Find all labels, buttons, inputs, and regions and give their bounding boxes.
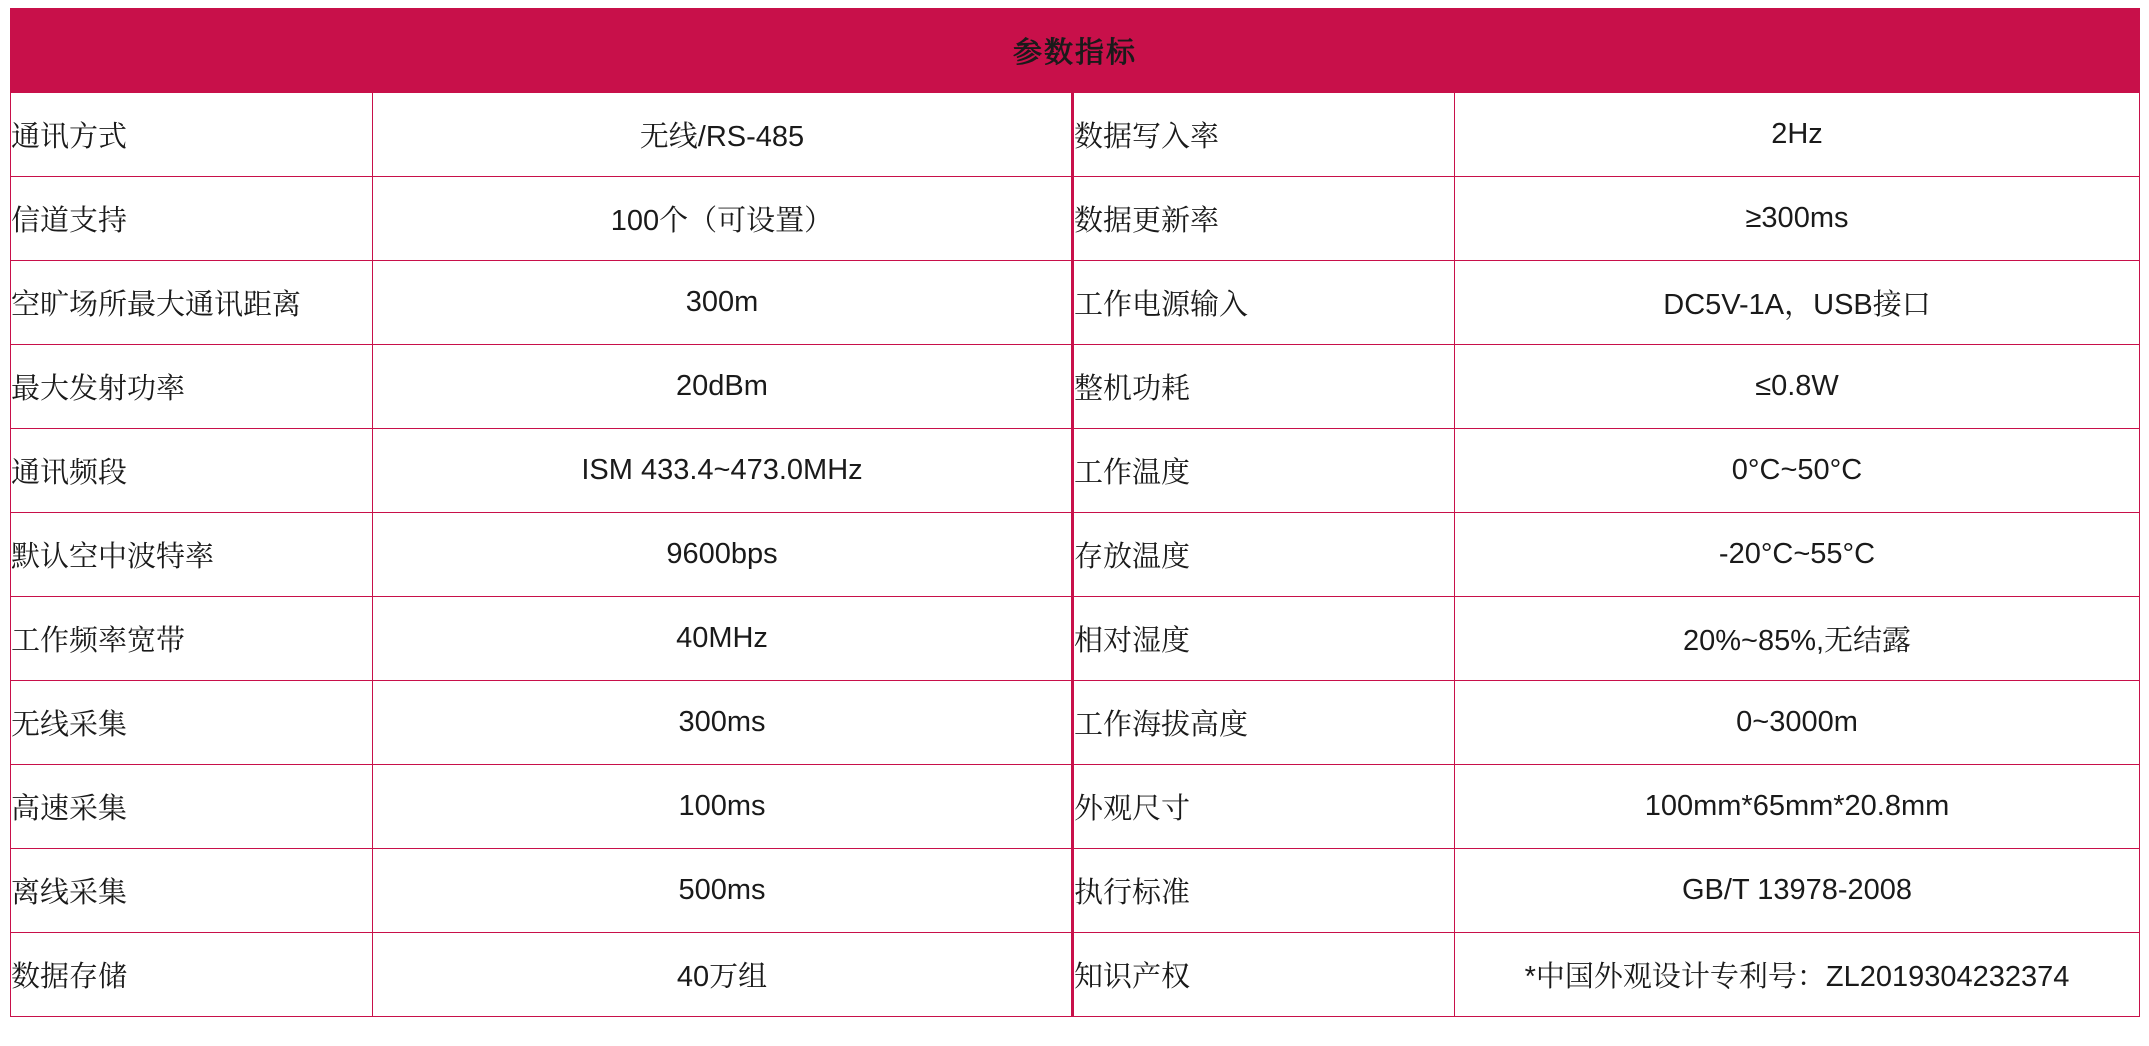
row-label-left: 数据存储 [11,933,373,1017]
row-value-left: 100个（可设置） [373,177,1073,261]
row-value-left: 9600bps [373,513,1073,597]
row-value-left: ISM 433.4~473.0MHz [373,429,1073,513]
row-value-right: DC5V-1A，USB接口 [1455,261,2140,345]
row-label-left: 默认空中波特率 [11,513,373,597]
row-label-right: 工作电源输入 [1073,261,1455,345]
specification-table [10,8,2140,1017]
row-value-left: 100ms [373,765,1073,849]
row-label-right: 执行标准 [1073,849,1455,933]
row-label-left: 工作频率宽带 [11,597,373,681]
row-value-right: *中国外观设计专利号：ZL2019304232374 [1455,933,2140,1017]
row-label-right: 相对湿度 [1073,597,1455,681]
row-value-left: 20dBm [373,345,1073,429]
row-value-right: -20°C~55°C [1455,513,2140,597]
row-value-right: 20%~85%,无结露 [1455,597,2140,681]
row-label-right: 数据写入率 [1073,93,1455,177]
table-title-row [11,9,2140,93]
row-value-right: 0°C~50°C [1455,429,2140,513]
table-row [11,513,2140,597]
row-value-right: 0~3000m [1455,681,2140,765]
row-label-right: 数据更新率 [1073,177,1455,261]
table-row [11,849,2140,933]
row-label-right: 存放温度 [1073,513,1455,597]
row-label-right: 外观尺寸 [1073,765,1455,849]
row-value-left: 300m [373,261,1073,345]
table-row [11,933,2140,1017]
row-value-right: ≤0.8W [1455,345,2140,429]
row-label-left: 通讯频段 [11,429,373,513]
table-row [11,681,2140,765]
row-label-left: 无线采集 [11,681,373,765]
row-label-left: 空旷场所最大通讯距离 [11,261,373,345]
row-value-left: 300ms [373,681,1073,765]
table-row [11,345,2140,429]
table-row [11,597,2140,681]
row-label-right: 知识产权 [1073,933,1455,1017]
row-label-left: 离线采集 [11,849,373,933]
row-label-right: 工作温度 [1073,429,1455,513]
page-title: 参数指标 [11,9,2140,93]
table-row [11,261,2140,345]
row-value-left: 500ms [373,849,1073,933]
table-row [11,93,2140,177]
row-label-left: 高速采集 [11,765,373,849]
row-value-left: 40万组 [373,933,1073,1017]
row-label-right: 工作海拔高度 [1073,681,1455,765]
table-row [11,429,2140,513]
table-row [11,765,2140,849]
table-row [11,177,2140,261]
row-value-right: 100mm*65mm*20.8mm [1455,765,2140,849]
row-label-left: 信道支持 [11,177,373,261]
row-label-left: 通讯方式 [11,93,373,177]
row-value-right: ≥300ms [1455,177,2140,261]
row-value-right: 2Hz [1455,93,2140,177]
row-value-left: 40MHz [373,597,1073,681]
row-value-left: 无线/RS-485 [373,93,1073,177]
row-value-right: GB/T 13978-2008 [1455,849,2140,933]
row-label-left: 最大发射功率 [11,345,373,429]
row-label-right: 整机功耗 [1073,345,1455,429]
